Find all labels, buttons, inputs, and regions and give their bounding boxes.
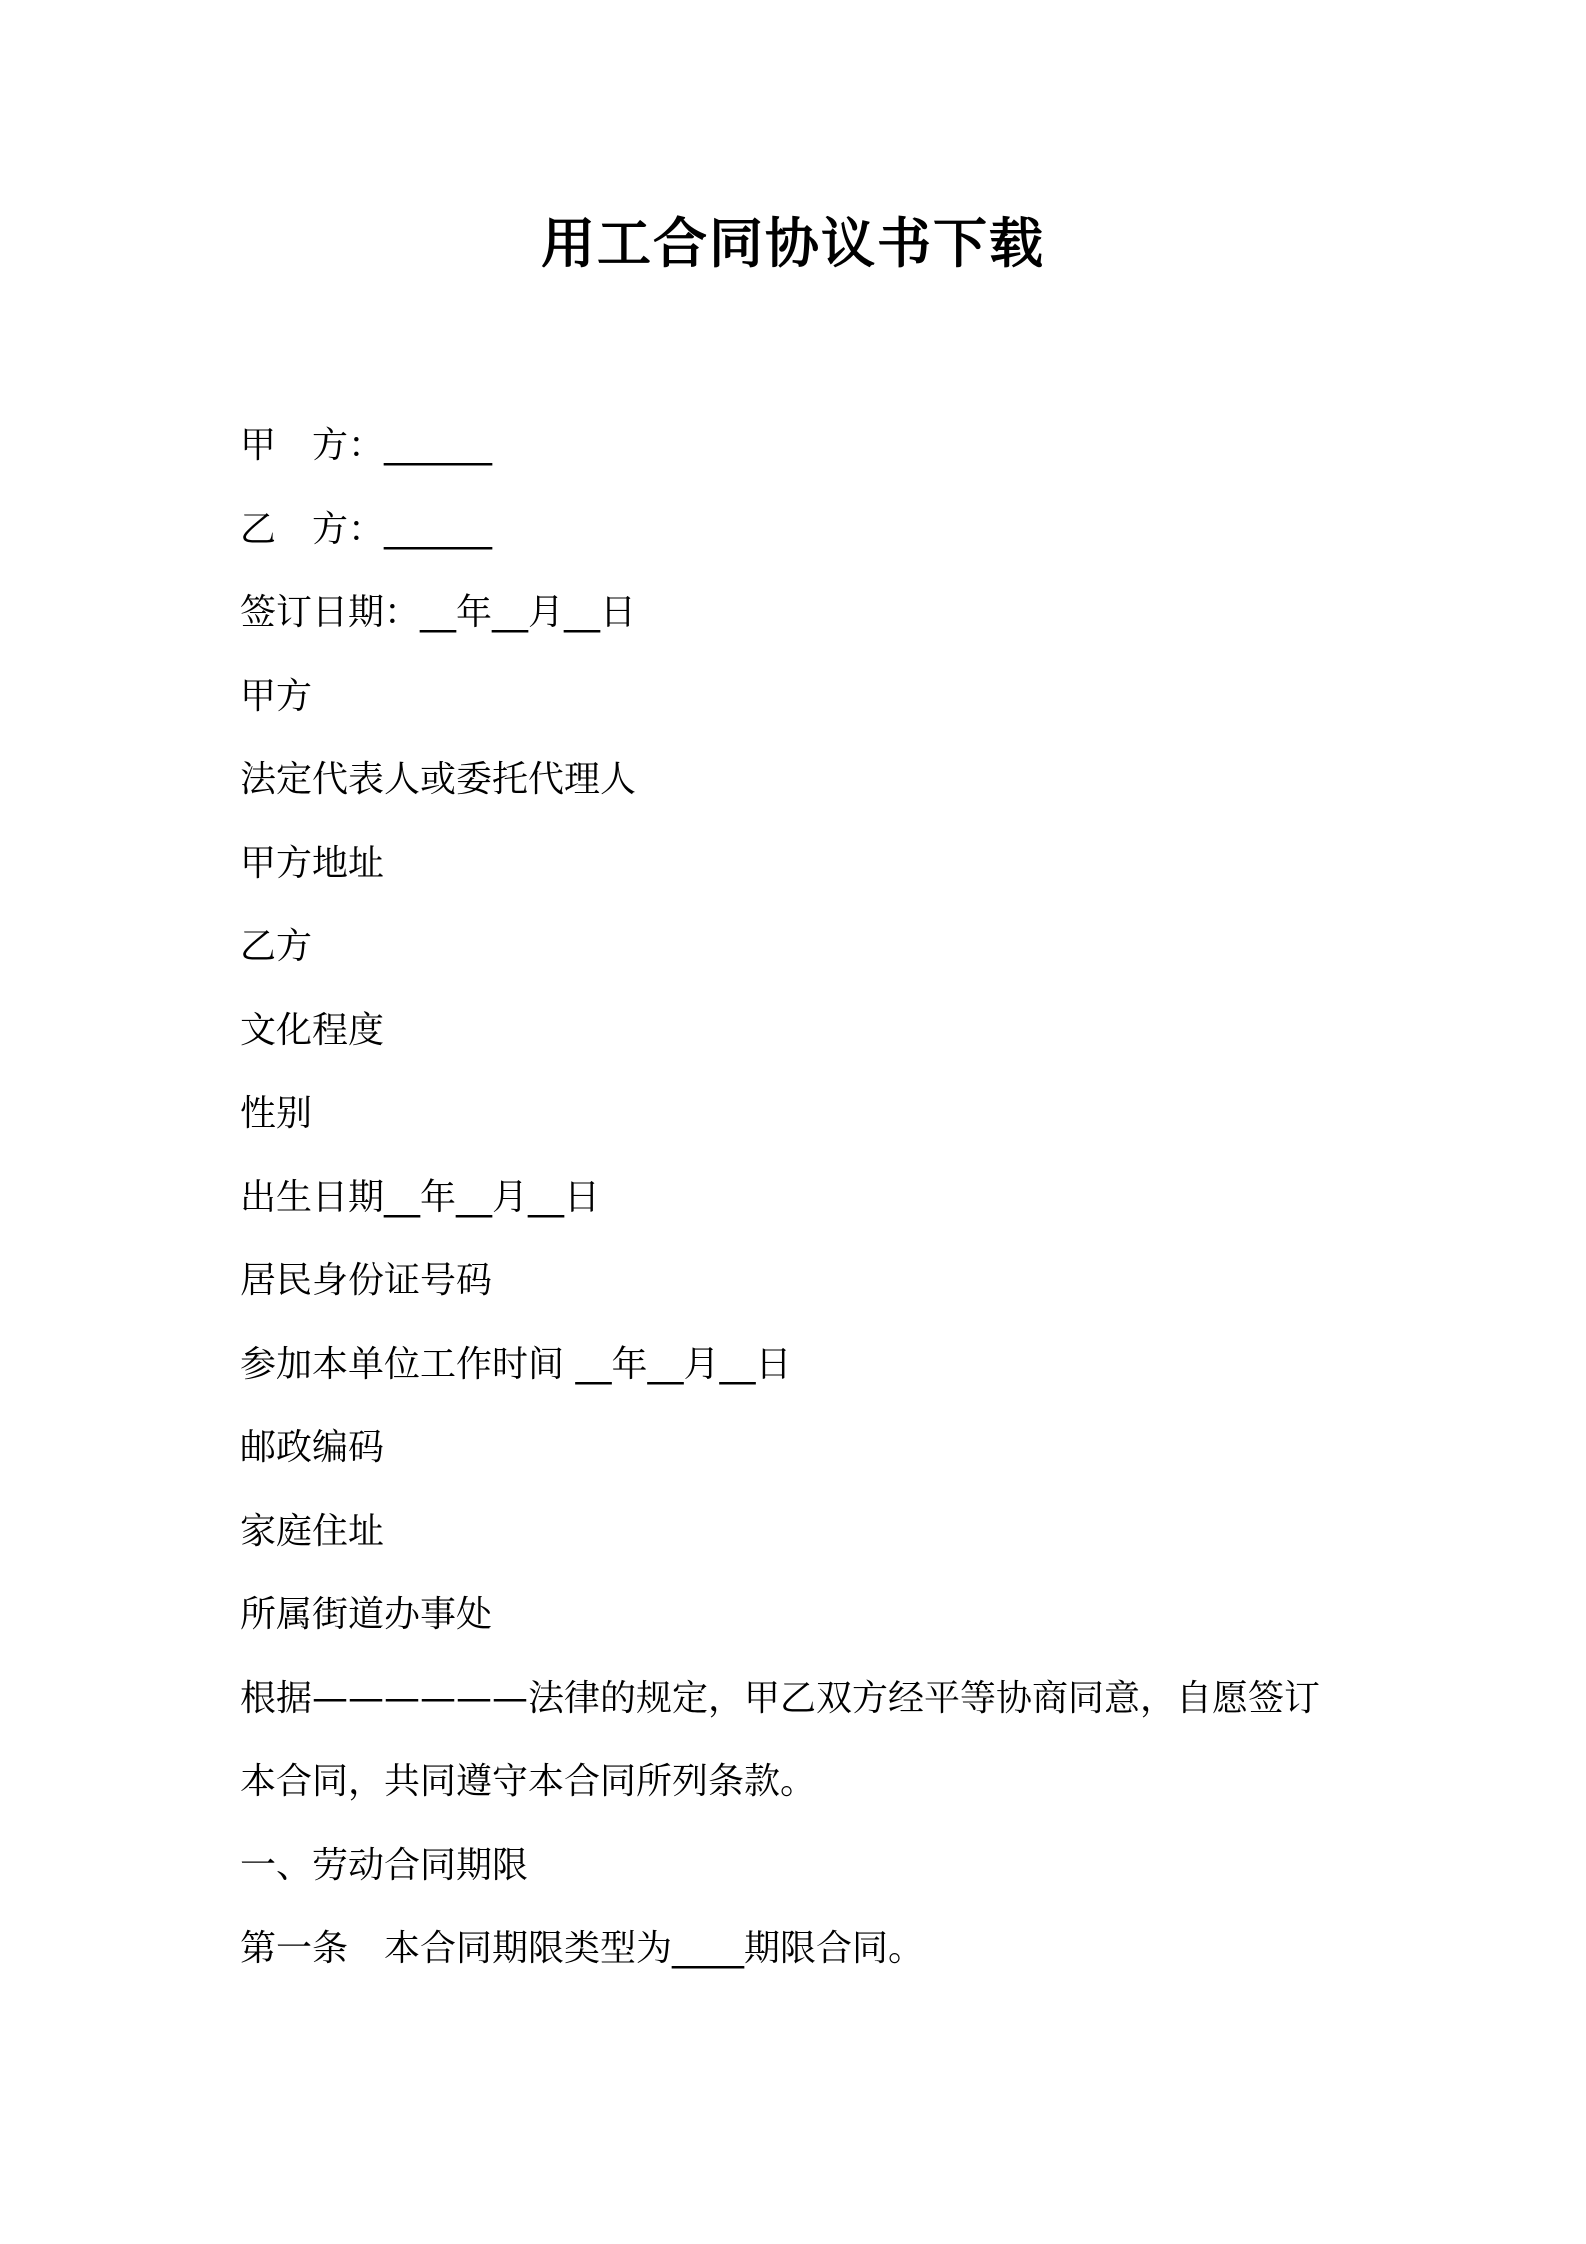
document-body bbox=[240, 404, 1360, 1991]
employment-start-date-field: 参加本单位工作时间 __年__月__日 bbox=[240, 1343, 792, 1385]
party-a-field: 甲 方：______ bbox=[240, 425, 493, 466]
party-b-field: 乙 方：______ bbox=[240, 508, 493, 550]
party-a-address-label: 甲方地址 bbox=[240, 842, 385, 884]
preamble-line-2: 本合同，共同遵守本合同所列条款。 bbox=[240, 1761, 817, 1802]
postal-code-label: 邮政编码 bbox=[240, 1427, 385, 1468]
education-label: 文化程度 bbox=[240, 1009, 385, 1051]
subdistrict-office-label: 所属街道办事处 bbox=[240, 1594, 493, 1635]
legal-representative-label: 法定代表人或委托代理人 bbox=[240, 759, 637, 800]
signing-date-field: 签订日期：__年__月__日 bbox=[240, 592, 637, 633]
document-title: 用工合同协议书下载 bbox=[541, 212, 1045, 275]
preamble-line-1: 根据——————法律的规定，甲乙双方经平等协商同意，自愿签订 bbox=[240, 1677, 1321, 1719]
home-address-label: 家庭住址 bbox=[240, 1510, 385, 1552]
section-heading: 一、劳动合同期限 bbox=[240, 1844, 529, 1886]
id-number-label: 居民身份证号码 bbox=[240, 1260, 493, 1301]
party-a-label: 甲方 bbox=[240, 675, 313, 717]
article-one: 第一条 本合同期限类型为____期限合同。 bbox=[240, 1928, 925, 1969]
birth-date-field: 出生日期__年__月__日 bbox=[240, 1176, 601, 1218]
party-b-label: 乙方 bbox=[240, 926, 313, 967]
gender-label: 性别 bbox=[240, 1093, 313, 1134]
